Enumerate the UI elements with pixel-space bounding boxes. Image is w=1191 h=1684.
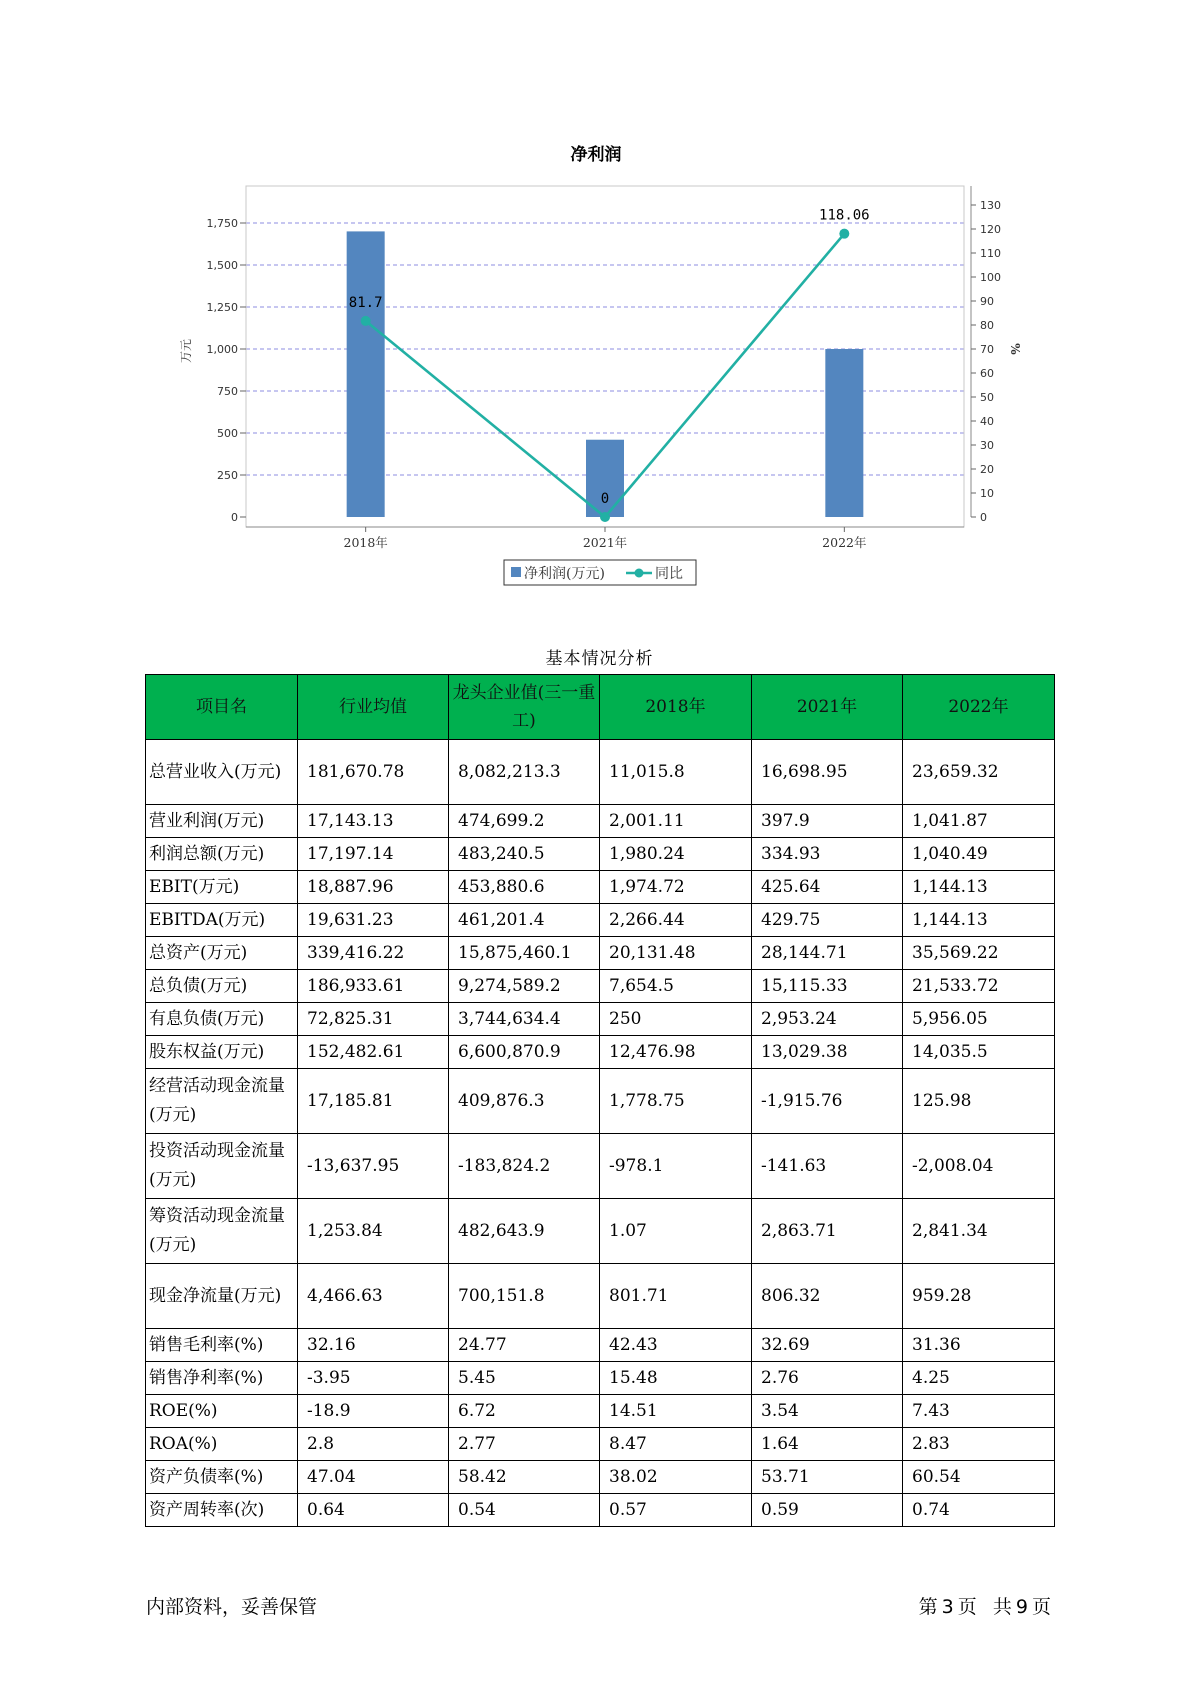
table-cell: -1,915.76: [752, 1069, 903, 1134]
right-tick-label: 30: [980, 439, 994, 452]
row-name: 营业利润(万元): [146, 805, 298, 838]
table-cell: 801.71: [600, 1264, 752, 1329]
table-cell: 0.57: [600, 1494, 752, 1527]
table-cell: 959.28: [903, 1264, 1055, 1329]
yoy-point-label: 81.7: [348, 294, 383, 311]
legend-line-marker: [635, 569, 644, 578]
page-prefix: 第: [918, 1596, 938, 1618]
x-tick-label: 2018年: [343, 535, 388, 550]
table-cell: 72,825.31: [298, 1003, 449, 1036]
table-row: [146, 1329, 1055, 1362]
table-cell: 6.72: [449, 1395, 600, 1428]
table-cell: 474,699.2: [449, 805, 600, 838]
table-cell: 4,466.63: [298, 1264, 449, 1329]
row-name: EBITDA(万元): [146, 904, 298, 937]
table-cell: 60.54: [903, 1461, 1055, 1494]
right-tick-label: 20: [980, 463, 994, 476]
table-row: [146, 740, 1055, 805]
table-cell: 14.51: [600, 1395, 752, 1428]
table-cell: 17,197.14: [298, 838, 449, 871]
table-cell: 2.76: [752, 1362, 903, 1395]
table-cell: 1,980.24: [600, 838, 752, 871]
table-cell: 186,933.61: [298, 970, 449, 1003]
table-cell: 1,778.75: [600, 1069, 752, 1134]
table-cell: 181,670.78: [298, 740, 449, 805]
table-cell: 3.54: [752, 1395, 903, 1428]
row-name: 现金净流量(万元): [146, 1264, 298, 1329]
yoy-point: [600, 512, 610, 522]
chart-legend[interactable]: [504, 560, 696, 585]
table-cell: 15,115.33: [752, 970, 903, 1003]
table-cell: 7,654.5: [600, 970, 752, 1003]
row-name: 经营活动现金流量(万元): [146, 1069, 298, 1134]
table-cell: 453,880.6: [449, 871, 600, 904]
table-cell: 1.64: [752, 1428, 903, 1461]
table-cell: 5.45: [449, 1362, 600, 1395]
table-cell: -13,637.95: [298, 1134, 449, 1199]
table-row: [146, 1036, 1055, 1069]
page-current: 3: [941, 1596, 954, 1618]
legend-bar-label: 净利润(万元): [524, 566, 605, 582]
table-cell: 397.9: [752, 805, 903, 838]
table-row: [146, 805, 1055, 838]
row-name: EBIT(万元): [146, 871, 298, 904]
right-tick-label: 130: [980, 199, 1001, 212]
row-name: 总资产(万元): [146, 937, 298, 970]
table-caption: 基本情况分析: [545, 649, 654, 669]
left-tick-label: 250: [217, 469, 238, 482]
table-cell: 2.8: [298, 1428, 449, 1461]
table-cell: 53.71: [752, 1461, 903, 1494]
table-cell: 8,082,213.3: [449, 740, 600, 805]
table-cell: 1.07: [600, 1199, 752, 1264]
table-cell: 3,744,634.4: [449, 1003, 600, 1036]
table-cell: 17,185.81: [298, 1069, 449, 1134]
table-cell: 32.69: [752, 1329, 903, 1362]
table-cell: 1,040.49: [903, 838, 1055, 871]
legend-line-label: 同比: [655, 566, 683, 582]
table-cell: 2,266.44: [600, 904, 752, 937]
table-cell: -978.1: [600, 1134, 752, 1199]
table-cell: 15,875,460.1: [449, 937, 600, 970]
right-tick-label: 50: [980, 391, 994, 404]
table-cell: 16,698.95: [752, 740, 903, 805]
left-tick-label: 750: [217, 385, 238, 398]
row-name: 销售净利率(%): [146, 1362, 298, 1395]
table-cell: 28,144.71: [752, 937, 903, 970]
table-cell: 1,974.72: [600, 871, 752, 904]
left-tick-label: 0: [231, 511, 238, 524]
legend-bar-swatch: [511, 567, 521, 577]
table-row: [146, 970, 1055, 1003]
table-cell: 2,001.11: [600, 805, 752, 838]
table-cell: 250: [600, 1003, 752, 1036]
row-name: ROA(%): [146, 1428, 298, 1461]
table-cell: 334.93: [752, 838, 903, 871]
table-cell: 339,416.22: [298, 937, 449, 970]
table-cell: 11,015.8: [600, 740, 752, 805]
table-cell: 482,643.9: [449, 1199, 600, 1264]
table-row: [146, 871, 1055, 904]
row-name: 资产周转率(次): [146, 1494, 298, 1527]
table-cell: 15.48: [600, 1362, 752, 1395]
table-cell: 2,953.24: [752, 1003, 903, 1036]
total-suffix: 页: [1031, 1596, 1051, 1618]
table-cell: 0.54: [449, 1494, 600, 1527]
column-header: 行业均值: [298, 675, 449, 740]
table-cell: 0.74: [903, 1494, 1055, 1527]
row-name: 投资活动现金流量(万元): [146, 1134, 298, 1199]
table-cell: 21,533.72: [903, 970, 1055, 1003]
table-row: [146, 838, 1055, 871]
table-cell: 0.59: [752, 1494, 903, 1527]
table-cell: 2.77: [449, 1428, 600, 1461]
table-cell: 14,035.5: [903, 1036, 1055, 1069]
left-tick-label: 500: [217, 427, 238, 440]
table-cell: 2,841.34: [903, 1199, 1055, 1264]
table-cell: 152,482.61: [298, 1036, 449, 1069]
page-number: [917, 1592, 1053, 1619]
bar-series: [347, 231, 864, 517]
row-name: 有息负债(万元): [146, 1003, 298, 1036]
table-cell: 23,659.32: [903, 740, 1055, 805]
table-row: [146, 1069, 1055, 1134]
table-cell: 2,863.71: [752, 1199, 903, 1264]
table-cell: -2,008.04: [903, 1134, 1055, 1199]
table-cell: 20,131.48: [600, 937, 752, 970]
table-row: [146, 1134, 1055, 1199]
table-cell: 24.77: [449, 1329, 600, 1362]
table-cell: 461,201.4: [449, 904, 600, 937]
table-cell: -3.95: [298, 1362, 449, 1395]
table-cell: 32.16: [298, 1329, 449, 1362]
row-name: 销售毛利率(%): [146, 1329, 298, 1362]
row-name: 资产负债率(%): [146, 1461, 298, 1494]
table-row: [146, 1003, 1055, 1036]
right-tick-label: 70: [980, 343, 994, 356]
right-tick-label: 60: [980, 367, 994, 380]
table-cell: 19,631.23: [298, 904, 449, 937]
table-cell: 31.36: [903, 1329, 1055, 1362]
left-tick-label: 1,750: [206, 217, 238, 230]
bar-2018年: [347, 231, 385, 517]
table-cell: 425.64: [752, 871, 903, 904]
table-cell: 4.25: [903, 1362, 1055, 1395]
table-row: [146, 1395, 1055, 1428]
table-cell: 18,887.96: [298, 871, 449, 904]
table-cell: 35,569.22: [903, 937, 1055, 970]
table-row: [146, 1461, 1055, 1494]
left-axis-label: 万元: [179, 338, 193, 364]
chart-title: 净利润: [570, 145, 622, 165]
table-cell: 700,151.8: [449, 1264, 600, 1329]
row-name: 筹资活动现金流量(万元): [146, 1199, 298, 1264]
right-tick-label: 100: [980, 271, 1001, 284]
row-name: 总负债(万元): [146, 970, 298, 1003]
table-cell: 0.64: [298, 1494, 449, 1527]
x-tick-label: 2022年: [822, 535, 867, 550]
total-prefix: 共: [992, 1596, 1012, 1618]
yoy-point: [361, 316, 371, 326]
table-cell: 58.42: [449, 1461, 600, 1494]
table-cell: -183,824.2: [449, 1134, 600, 1199]
table-row: [146, 1362, 1055, 1395]
table-cell: 1,041.87: [903, 805, 1055, 838]
column-header: 龙头企业值(三一重工): [449, 675, 600, 740]
table-cell: 17,143.13: [298, 805, 449, 838]
table-cell: 483,240.5: [449, 838, 600, 871]
table-cell: 1,144.13: [903, 871, 1055, 904]
page-suffix: 页: [957, 1596, 977, 1618]
yoy-point-label: 118.06: [819, 207, 870, 224]
table-row: [146, 937, 1055, 970]
table-cell: 806.32: [752, 1264, 903, 1329]
column-header: 2021年: [752, 675, 903, 740]
left-tick-label: 1,000: [206, 343, 238, 356]
table-cell: 125.98: [903, 1069, 1055, 1134]
table-cell: 1,144.13: [903, 904, 1055, 937]
left-tick-label: 1,250: [206, 301, 238, 314]
table-cell: 47.04: [298, 1461, 449, 1494]
right-tick-label: 10: [980, 487, 994, 500]
table-cell: 5,956.05: [903, 1003, 1055, 1036]
footer-confidential-note: 内部资料，妥善保管: [146, 1596, 318, 1618]
table-row: [146, 1264, 1055, 1329]
table-row: [146, 1494, 1055, 1527]
page-total: 9: [1015, 1596, 1028, 1618]
table-row: [146, 1199, 1055, 1264]
bar-2022年: [825, 349, 863, 517]
table-cell: 38.02: [600, 1461, 752, 1494]
row-name: ROE(%): [146, 1395, 298, 1428]
right-tick-label: 110: [980, 247, 1001, 260]
table-cell: 6,600,870.9: [449, 1036, 600, 1069]
table-cell: 2.83: [903, 1428, 1055, 1461]
right-tick-label: 40: [980, 415, 994, 428]
row-name: 利润总额(万元): [146, 838, 298, 871]
table-cell: 7.43: [903, 1395, 1055, 1428]
table-cell: 409,876.3: [449, 1069, 600, 1134]
row-name: 股东权益(万元): [146, 1036, 298, 1069]
table-cell: 12,476.98: [600, 1036, 752, 1069]
right-tick-label: 90: [980, 295, 994, 308]
table-cell: 1,253.84: [298, 1199, 449, 1264]
column-header: 2022年: [903, 675, 1055, 740]
right-axis-label: %: [1008, 343, 1022, 355]
row-name: 总营业收入(万元): [146, 740, 298, 805]
column-header: 项目名: [146, 675, 298, 740]
table-body: [146, 740, 1055, 1527]
table-cell: 8.47: [600, 1428, 752, 1461]
table-row: [146, 904, 1055, 937]
yoy-point: [839, 229, 849, 239]
right-tick-label: 120: [980, 223, 1001, 236]
table-row: [146, 1428, 1055, 1461]
table-cell: 9,274,589.2: [449, 970, 600, 1003]
right-tick-label: 80: [980, 319, 994, 332]
table-cell: 13,029.38: [752, 1036, 903, 1069]
table-cell: -141.63: [752, 1134, 903, 1199]
right-tick-label: 0: [980, 511, 987, 524]
table-cell: -18.9: [298, 1395, 449, 1428]
left-tick-label: 1,500: [206, 259, 238, 272]
table-header-row: [146, 675, 1055, 740]
x-tick-label: 2021年: [582, 535, 628, 550]
column-header: 2018年: [600, 675, 752, 740]
net-profit-chart: [0, 0, 1191, 600]
table-cell: 429.75: [752, 904, 903, 937]
analysis-table: [145, 674, 1055, 1527]
table-cell: 42.43: [600, 1329, 752, 1362]
yoy-point-label: 0: [600, 491, 610, 507]
